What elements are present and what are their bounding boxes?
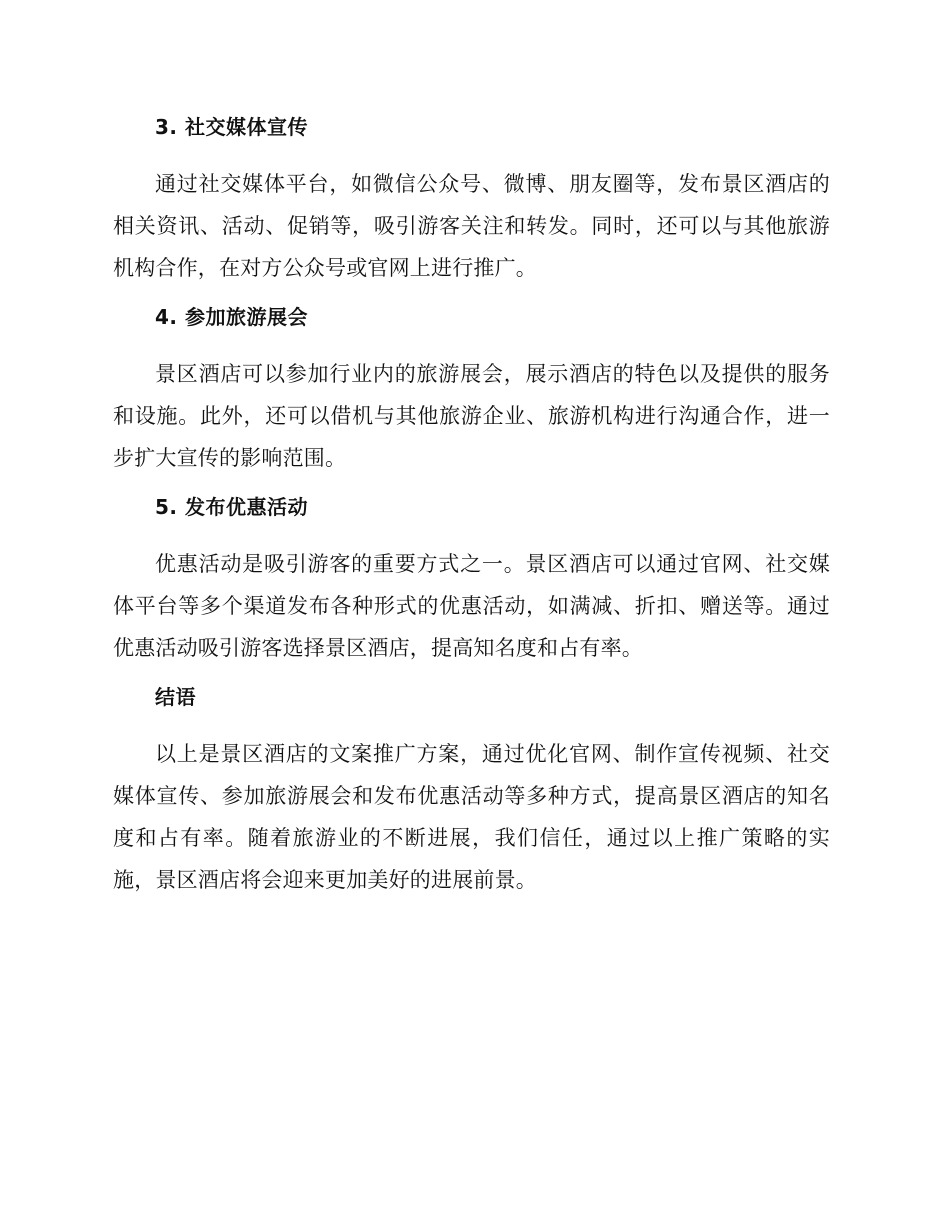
section-heading: 5. 发布优惠活动 [155,495,308,519]
section-heading: 4. 参加旅游展会 [155,305,308,329]
section-promotions [113,491,830,669]
section-paragraph: 景区酒店可以参加行业内的旅游展会，展示酒店的特色以及提供的服务和设施。此外，还可以借机与其他旅游企业、旅游机构进行沟通合作，进一步扩大宣传的影响范围。 [113,362,830,470]
section-paragraph: 优惠活动是吸引游客的重要方式之一。景区酒店可以通过官网、社交媒体平台等多个渠道发布各种形式的优惠活动，如满减、折扣、赠送等。通过优惠活动吸引游客选择景区酒店，提高知名度和占有率。 [113,552,830,660]
section-social-media [113,111,830,289]
section-conclusion [113,681,830,901]
section-paragraph: 以上是景区酒店的文案推广方案，通过优化官网、制作宣传视频、社交媒体宣传、参加旅游展会和发布优惠活动等多种方式，提高景区酒店的知名度和占有率。随着旅游业的不断进展，我们信任，通过以上推广策略的实施，景区酒店将会迎来更加美好的进展前景。 [113,742,830,892]
document-content [113,111,830,913]
section-travel-expo [113,301,830,479]
section-heading: 3. 社交媒体宣传 [155,115,308,139]
section-paragraph: 通过社交媒体平台，如微信公众号、微博、朋友圈等，发布景区酒店的相关资讯、活动、促销等，吸引游客关注和转发。同时，还可以与其他旅游机构合作，在对方公众号或官网上进行推广。 [113,172,830,280]
section-heading: 结语 [155,685,196,709]
